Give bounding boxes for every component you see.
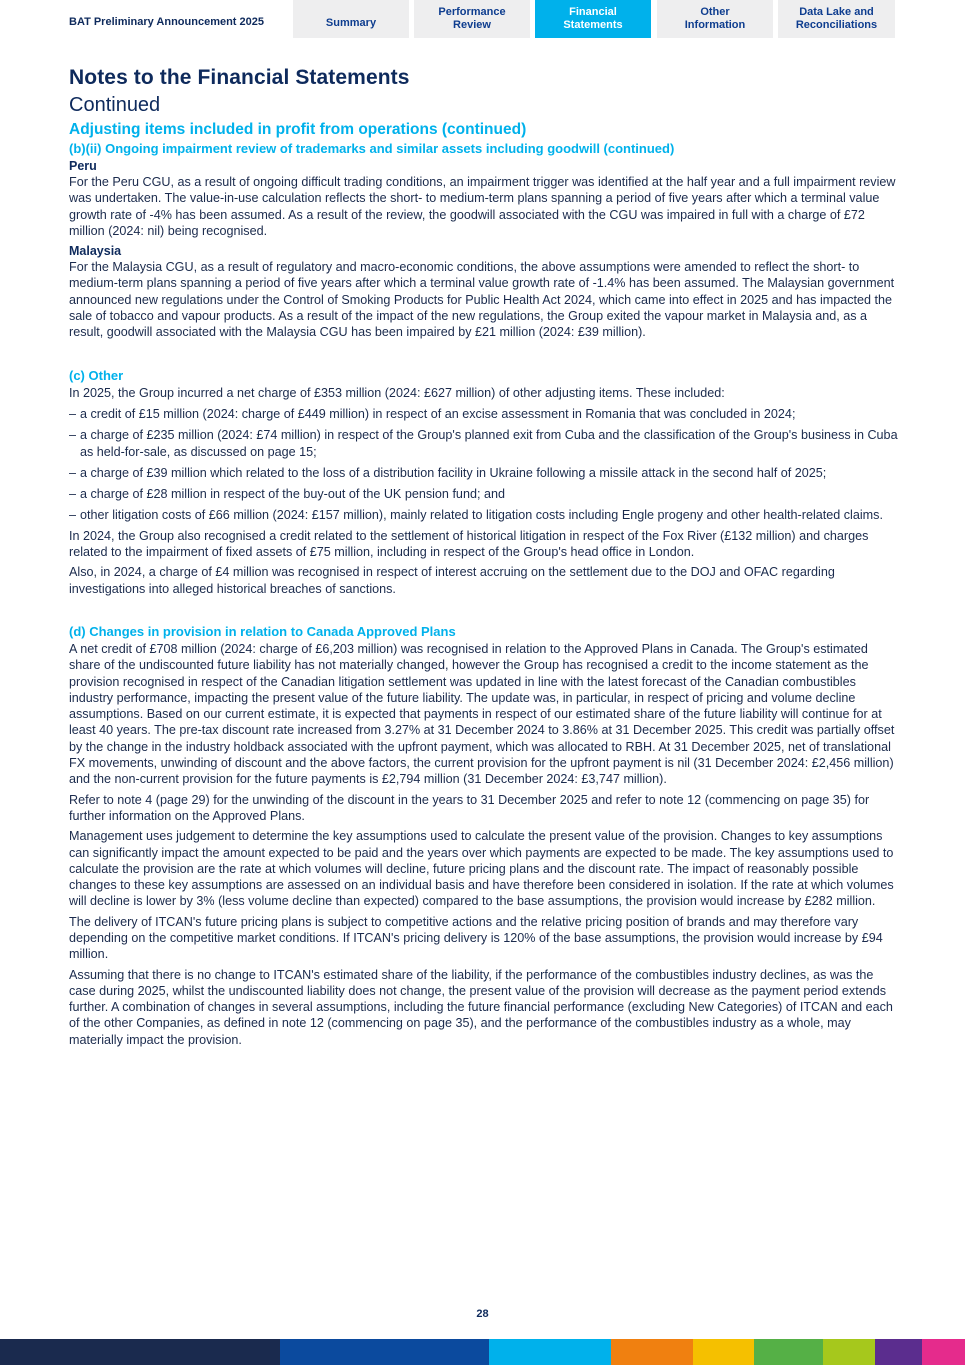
tab-performance-review-label: Performance Review <box>438 6 506 31</box>
malaysia-heading: Malaysia <box>69 244 122 259</box>
list-item: – a credit of £15 million (2024: charge of £449 million) in respect of an excise assessment in Romania that was concluded in 2024; <box>69 406 899 422</box>
color-segment <box>0 1339 280 1365</box>
tab-summary[interactable] <box>293 0 409 38</box>
tab-summary-label: Summary <box>325 16 377 29</box>
peru-paragraph: For the Peru CGU, as a result of ongoing difficult trading conditions, an impairment trigger was identified at the half year and a full impairment review was undertaken. The value-in-use calculation reflects the short- to medium-term plans spanning a period of five years after which a terminal value growth rate of -4% has been assumed. As a result of the review, the goodwill associated with the CGU was impaired in full with a charge of £72 million (2024: nil) being recognised. <box>69 175 896 238</box>
page-content <box>69 64 899 1048</box>
color-segment <box>280 1339 489 1365</box>
list-item: – a charge of £235 million (2024: £74 million) in respect of the Group's planned exit from Cuba and the classification of the Group's business in Cuba as held-for-sale, as discussed on page 15; <box>69 427 899 460</box>
tab-financial-statements-label: Financial Statements <box>563 6 623 31</box>
other-items-list <box>69 406 899 524</box>
page-title: Notes to the Financial Statements <box>69 66 410 89</box>
canada-paragraph-2: Refer to note 4 (page 29) for the unwinding of the discount in the years to 31 December 2025 and refer to note 12 (commencing on page 35) for further information on the Approved Plans. <box>69 792 870 823</box>
tab-performance-review[interactable] <box>414 0 530 38</box>
tab-financial-statements[interactable] <box>535 0 651 38</box>
subsection-c-heading: (c) Other <box>69 367 124 383</box>
color-segment <box>875 1339 922 1365</box>
canada-paragraph-1: A net credit of £708 million (2024: charge of £6,203 million) was recognised in relation to the Approved Plans in Canada. The Group's estimated share of the undiscounted future liability has not materially changed, however the Group has recognised a credit to the income statement as the provision recognised in respect of the Canadian litigation settlement was updated in line with the latest forecast of the Canadian combustibles industry performance, impacting the present value of the future liability. The update was, in particular, in respect of pricing and volume decline assumptions. Based on our current estimate, it is expected that payments in respect of our estimated share of the future liability will continue for at least 40 years. The pre-tax discount rate increased from 3.27% at 31 December 2024 to 3.86% at 31 December 2025. This credit was partially offset by the change in the industry holdback associated with the upfront payment, which was allocated to RBH. At 31 December 2025, net of translational FX movements, unwinding of discount and the above factors, the current provision for the upfront payment is nil (31 December 2024: £2,456 million) and the non-current provision for the future payments is £2,794 million (31 December 2024: £3,747 million). <box>69 641 895 787</box>
tab-other-information-label: Other Information <box>684 6 746 31</box>
color-segment <box>922 1339 965 1365</box>
other-intro: In 2025, the Group incurred a net charge of £353 million (2024: £627 million) of other adjusting items. These included: <box>69 385 725 400</box>
page-number: 28 <box>476 1308 489 1320</box>
list-item: – a charge of £39 million which related to the loss of a distribution facility in Ukraine following a missile attack in the second half of 2025; <box>69 465 899 481</box>
list-item: – other litigation costs of £66 million (2024: £157 million), mainly related to litigation costs including Engle progeny and other health-related claims. <box>69 507 899 523</box>
tab-other-information[interactable] <box>657 0 773 38</box>
subsection-b-heading: (b)(ii) Ongoing impairment review of trademarks and similar assets including goodwill (continued) <box>69 141 675 156</box>
other-paragraph-2024-interest: Also, in 2024, a charge of £4 million was recognised in respect of interest accruing on the settlement due to the DOJ and OFAC regarding investigations into alleged historical breaches of sanctions. <box>69 565 835 596</box>
page-subtitle: Continued <box>69 94 161 116</box>
tab-data-lake-reconciliations[interactable] <box>778 0 895 38</box>
other-paragraph-2024-credit: In 2024, the Group also recognised a credit related to the settlement of historical litigation in respect of the Fox River (£132 million) and charges related to the impairment of fixed assets of £75 million, including in respect of the Group's head office in London. <box>69 528 869 560</box>
brand-title: BAT Preliminary Announcement 2025 <box>69 16 264 28</box>
canada-paragraph-5: Assuming that there is no change to ITCAN's estimated share of the liability, if the performance of the combustibles industry declines, as was the case during 2025, whilst the undiscounted liability does not change, the present value of the provision will decrease as the payment period extends further. A combination of changes in several assumptions, including the future financial performance (excluding New Categories) of ITCAN and each of the other Companies, as defined in note 12 (commencing on page 35), and the performance of the combustibles industry as a whole, may materially impact the provision. <box>69 967 893 1047</box>
list-item: – a charge of £28 million in respect of the buy-out of the UK pension fund; and <box>69 486 899 502</box>
subsection-d-heading: (d) Changes in provision in relation to Canada Approved Plans <box>69 623 456 639</box>
tab-data-lake-label: Data Lake and Reconciliations <box>795 6 878 31</box>
malaysia-paragraph: For the Malaysia CGU, as a result of regulatory and macro-economic conditions, the above assumptions were amended to reflect the short- to medium-term plans spanning a period of five years after which a terminal value growth rate of -1.4% has been assumed. The Malaysian government announced new regulations under the Control of Smoking Products for Public Health Act 2024, which came into effect in 2025 and has impacted the sale of tobacco and vapour products. As a result of the impact of the new regulations, the Group exited the vapour market in Malaysia and, as a result, goodwill associated with the Malaysia CGU has been impaired by £21 million (2024: £39 million). <box>69 260 895 340</box>
color-segment <box>823 1339 875 1365</box>
canada-paragraph-3: Management uses judgement to determine the key assumptions used to calculate the present value of the provision. Changes to key assumptions can significantly impact the amount expected to be paid and the years over which payments are expected to be made. The key assumptions used to calculate the provision are the rate at which volumes will decline, future pricing plans and the discount rate. The impact of reasonably possible changes to these key assumptions are assessed on an individual basis and have therefore been considered in isolation. If the rate at which volumes will decline is lower by 3% (less volume decline than expected) compared to the base assumptions, the provision would increase by £282 million. <box>69 829 894 909</box>
peru-heading: Peru <box>69 159 97 173</box>
top-navigation <box>0 0 965 38</box>
color-segment <box>489 1339 611 1365</box>
color-segment <box>693 1339 754 1365</box>
color-segment <box>611 1339 693 1365</box>
section-heading: Adjusting items included in profit from operations (continued) <box>69 121 527 138</box>
canada-paragraph-4: The delivery of ITCAN's future pricing plans is subject to competitive actions and the relative pricing position of brands and may therefore vary depending on the competitive market conditions. If ITCAN's pricing delivery is 120% of the base assumptions, the provision would increase by £94 million. <box>69 914 883 962</box>
footer-color-bar <box>0 1339 965 1365</box>
color-segment <box>754 1339 823 1365</box>
